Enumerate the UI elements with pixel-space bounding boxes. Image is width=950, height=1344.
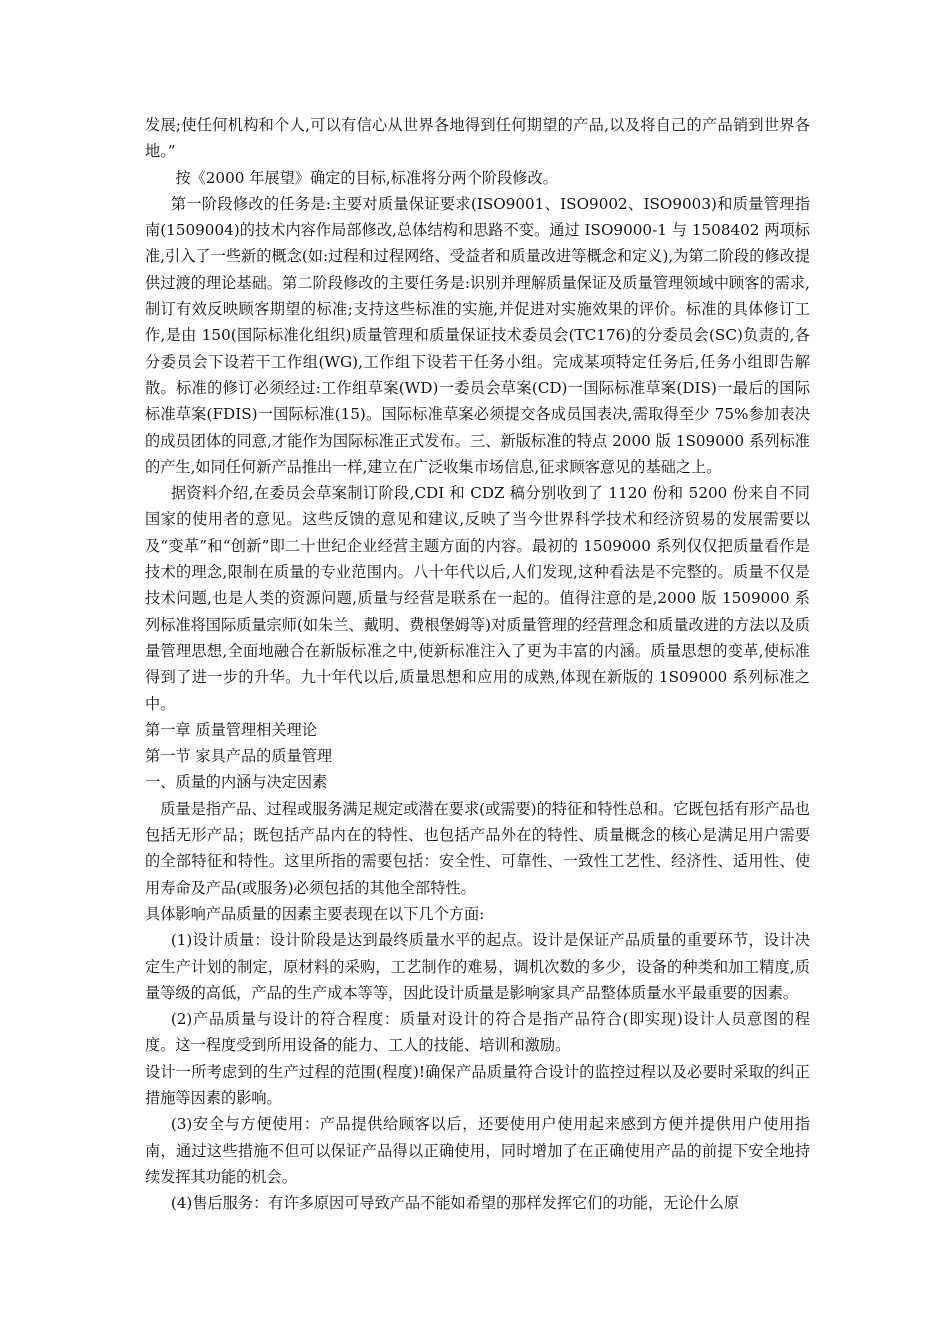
- list-item-after-sales: (4)售后服务：有许多原因可导致产品不能如希望的那样发挥它们的功能，无论什么原: [170, 1194, 740, 1213]
- list-item-design-quality: (1)设计质量：设计阶段是达到最终质量水平的起点。设计是保证产品质量的重要环节，设计决定生产计划的制定，原材料的采购，工艺制作的难易，调机次数的多少，设备的种类和加工精度,质量等级的高低，产品的生产成本等等，因此设计质量是影响家具产品整体质量水平最重要的因素。: [145, 931, 810, 1002]
- list-item-safety-usability: (3)安全与方便使用：产品提供给顾客以后，还要使用户使用起来感到方便并提供用户使用指南，通过这些措施不但可以保证产品得以正确使用，同时增加了在正确使用产品的前提下安全地持续发挥其功能的机会。: [145, 1115, 810, 1186]
- document-page: [145, 112, 810, 1216]
- paragraph-committee-draft: 据资料介绍,在委员会草案制订阶段,CDI 和 CDZ 稿分别收到了 1120 份和 5200 份来自不同国家的使用者的意见。这些反馈的意见和建议,反映了当今世界科学技术和经济贸易的发展需要以及“变革”和“创新”即二十世纪企业经营主题方面的内容。最初的 1509000 系列仅仅把质量看作是技术的理念,限制在质量的专业范围内。八十年代以后,人们发现,这种看法是不完整的。质量不仅是技术问题,也是人类的资源问题,质量与经营是联系在一起的。值得注意的是,2000 版 1509000 系列标准将国际质量宗师(如朱兰、戴明、费根堡姆等)对质量管理的经营理念和质量改进的方法以及质量管理思想,全面地融合在新版标准之中,使新标准注入了更为丰富的内涵。质量思想的变革,使标准得到了进一步的升华。九十年代以后,质量思想和应用的成熟,体现在新版的 1S09000 系列标准之中。: [145, 484, 810, 713]
- list-item-conformance: (2)产品质量与设计的符合程度：质量对设计的符合是指产品符合(即实现)设计人员意图的程度。这一程度受到所用设备的能力、工人的技能、培训和激励。: [145, 1010, 810, 1055]
- paragraph-conformance-continued: 设计一所考虑到的生产过程的范围(程度)!确保产品质量符合设计的监控过程以及必要时采取的纠正措施等因素的影响。: [145, 1062, 810, 1107]
- paragraph-factors-intro: 具体影响产品质量的因素主要表现在以下几个方面:: [145, 904, 485, 923]
- paragraph-2000-vision: 按《2000 年展望》确定的目标,标准将分两个阶段修改。: [175, 168, 558, 187]
- section-heading: 第一节 家具产品的质量管理: [145, 747, 333, 766]
- paragraph-revision-stages: 第一阶段修改的任务是:主要对质量保证要求(ISO9001、ISO9002、ISO9003)和质量管理指南(1509004)的技术内容作局部修改,总体结构和思路不变。通过 ISO9000-1 与 1508402 两项标准,引入了一些新的概念(如:过程和过程网络、受益者和质量改进等概念和定义),为第二阶段的修改提供过渡的理论基础。第二阶段修改的主要任务是:识别并理解质量保证及质量管理领域中顾客的需求,制订有效反映顾客期望的标准;支持这些标准的实施,并促进对实施效果的评价。标准的具体修订工作,是由 150(国际标准化组织)质量管理和质量保证技术委员会(TC176)的分委员会(SC)负责的,各分委员会下设若干工作组(WG),工作组下设若干任务小组。完成某项特定任务后,任务小组即告解散。标准的修订必须经过:工作组草案(WD)一委员会草案(CD)一国际标准草案(DIS)一最后的国际标准草案(FDIS)一国际标准(15)。国际标准草案必须提交各成员国表决,需取得至少 75%参加表决的成员团体的同意,才能作为国际标准正式发布。三、新版标准的特点 2000 版 1S09000 系列标准的产生,如同任何新产品推出一样,建立在广泛收集市场信息,征求顾客意见的基础之上。: [145, 194, 810, 476]
- paragraph-continuation: 发展;使任何机构和个人,可以有信心从世界各地得到任何期望的产品,以及将自己的产品销到世界各地。”: [145, 116, 810, 161]
- paragraph-quality-definition: 质量是指产品、过程或服务满足规定或潜在要求(或需要)的特征和特性总和。它既包括有形产品也包括无形产品；既包括产品内在的特性、也包括产品外在的特性、质量概念的核心是满足用户需要的全部特征和特性。这里所指的需要包括：安全性、可靠性、一致性工艺性、经济性、适用性、使用寿命及产品(或服务)必须包括的其他全部特性。: [145, 799, 810, 897]
- chapter-heading: 第一章 质量管理相关理论: [145, 720, 317, 739]
- subsection-heading: 一、质量的内涵与决定因素: [145, 773, 328, 792]
